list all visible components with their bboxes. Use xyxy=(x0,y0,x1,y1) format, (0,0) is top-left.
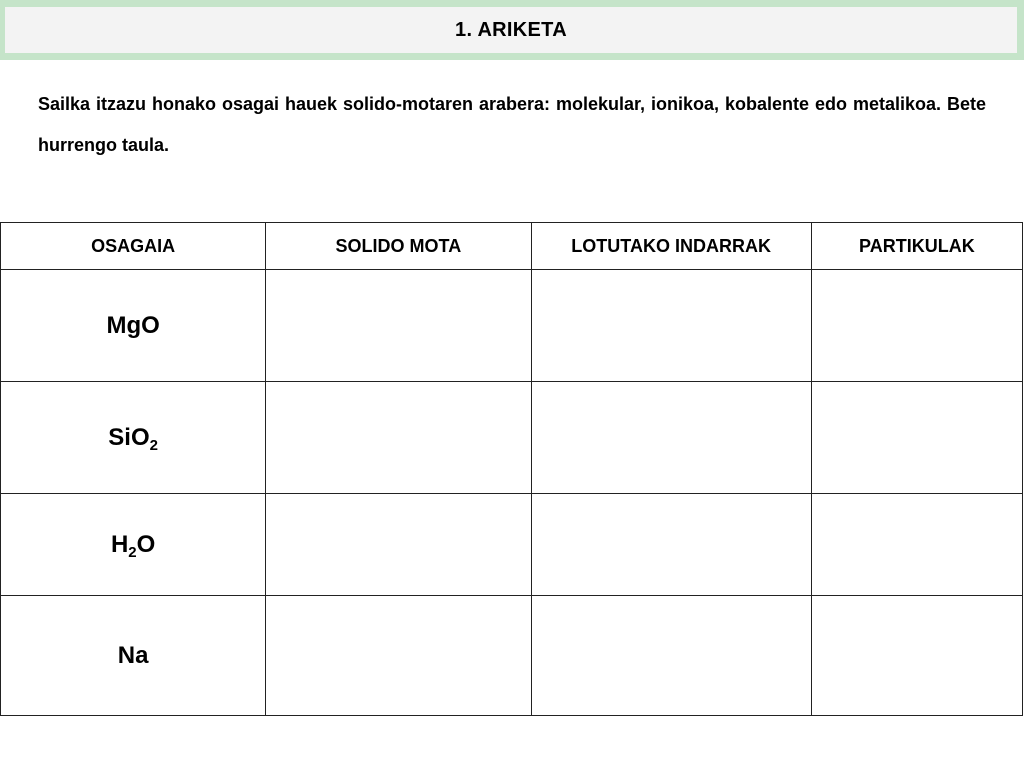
header-partikulak: PARTIKULAK xyxy=(811,223,1022,270)
compound-main: H xyxy=(110,530,129,558)
partikulak-cell[interactable] xyxy=(811,494,1022,596)
header-solido-mota: SOLIDO MOTA xyxy=(266,223,531,270)
compound-cell xyxy=(1,382,266,494)
compound-main: SiO xyxy=(108,423,150,451)
partikulak-cell[interactable] xyxy=(811,382,1022,494)
partikulak-cell[interactable] xyxy=(811,596,1022,716)
page-title: 1. ARIKETA xyxy=(455,18,567,41)
compound-subscript: 2 xyxy=(128,543,137,561)
compound-subscript: 2 xyxy=(149,436,158,454)
solido-mota-cell[interactable] xyxy=(266,494,531,596)
compound-cell xyxy=(1,494,266,596)
table-row xyxy=(1,494,1023,596)
title-box xyxy=(2,4,1020,56)
partikulak-cell[interactable] xyxy=(811,270,1022,382)
classification-table xyxy=(0,222,1023,716)
header-lotutako-indarrak: LOTUTAKO INDARRAK xyxy=(531,223,811,270)
compound-cell xyxy=(1,596,266,716)
table-row xyxy=(1,382,1023,494)
compound-tail: O xyxy=(136,530,156,558)
solido-mota-cell[interactable] xyxy=(266,270,531,382)
lotutako-indarrak-cell[interactable] xyxy=(531,270,811,382)
compound-main: Na xyxy=(117,641,149,669)
table-row xyxy=(1,270,1023,382)
table-header-row xyxy=(1,223,1023,270)
lotutako-indarrak-cell[interactable] xyxy=(531,494,811,596)
lotutako-indarrak-cell[interactable] xyxy=(531,382,811,494)
instructions-text: Sailka itzazu honako osagai hauek solido-motaren arabera: molekular, ionikoa, kobalente edo metalikoa. Bete hurrengo taula. xyxy=(38,94,986,155)
table-row xyxy=(1,596,1023,716)
compound-main: MgO xyxy=(106,311,160,339)
lotutako-indarrak-cell[interactable] xyxy=(531,596,811,716)
solido-mota-cell[interactable] xyxy=(266,596,531,716)
solido-mota-cell[interactable] xyxy=(266,382,531,494)
compound-cell xyxy=(1,270,266,382)
header-osagaia: OSAGAIA xyxy=(1,223,266,270)
